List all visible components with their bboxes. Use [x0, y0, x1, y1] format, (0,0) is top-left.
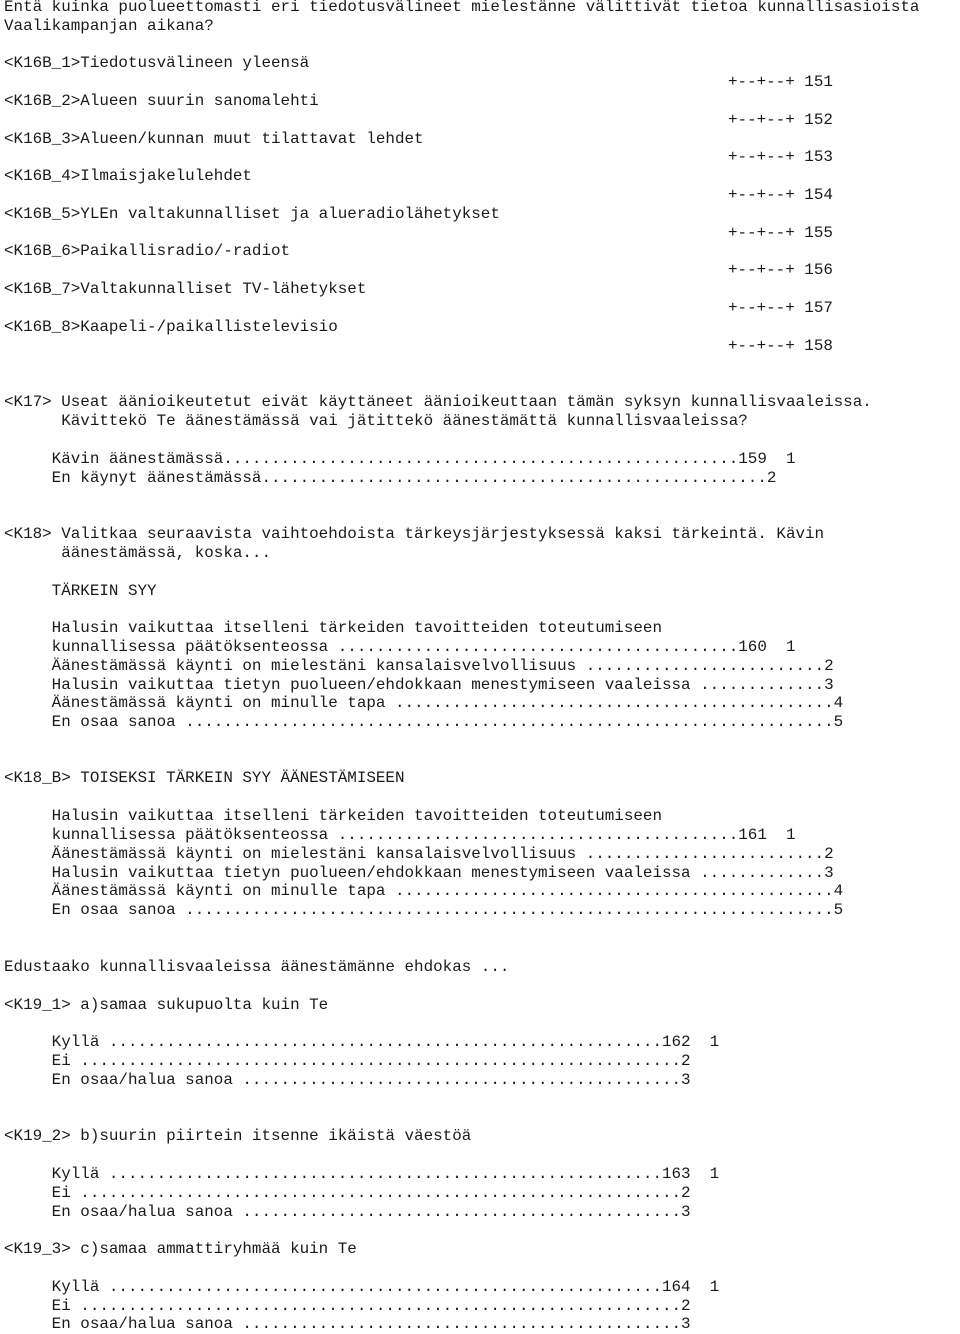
k16b-3-label: <K16B_3>Alueen/kunnan muut tilattavat lehdet	[4, 130, 424, 148]
k17-option-voted[interactable]: Kävin äänestämässä......................................................159 1	[4, 450, 796, 468]
k18b-option-3[interactable]: Halusin vaikuttaa tietyn puolueen/ehdokkaan menestymiseen vaaleissa .............3	[4, 864, 834, 882]
k18-heading: TÄRKEIN SYY	[4, 582, 157, 600]
k18-option-2[interactable]: Äänestämässä käynti on mielestäni kansalaisvelvollisuus .........................2	[4, 657, 834, 675]
k16b-7-grid[interactable]: +--+--+ 157	[728, 299, 833, 317]
k16b-5-label: <K16B_5>YLEn valtakunnalliset ja alueradiolähetykset	[4, 205, 500, 223]
k18b-option-4[interactable]: Äänestämässä käynti on minulle tapa ..............................................4	[4, 882, 844, 900]
k16b-7-label: <K16B_7>Valtakunnalliset TV-lähetykset	[4, 280, 367, 298]
k19-3-option-yes[interactable]: Kyllä ..........................................................164 1	[4, 1278, 720, 1296]
k19-3-option-dont-know[interactable]: En osaa/halua sanoa ..............................................3	[4, 1315, 691, 1333]
k18-option-5[interactable]: En osaa sanoa ....................................................................5	[4, 713, 844, 731]
k18-question-line-2: äänestämässä, koska...	[4, 544, 272, 562]
k18b-option-2[interactable]: Äänestämässä käynti on mielestäni kansalaisvelvollisuus .........................2	[4, 845, 834, 863]
k19-2-option-yes[interactable]: Kyllä ..........................................................163 1	[4, 1165, 720, 1183]
k17-question-line-1: <K17> Useat äänioikeutetut eivät käyttäneet äänioikeuttaan tämän syksyn kunnallisvaaleissa.	[4, 393, 872, 411]
k17-question-line-2: Kävittekö Te äänestämässä vai jätittekö äänestämättä kunnallisvaaleissa?	[4, 412, 748, 430]
k16b-8-grid[interactable]: +--+--+ 158	[728, 337, 833, 355]
k18b-option-5[interactable]: En osaa sanoa ....................................................................5	[4, 901, 844, 919]
k19-1-label: <K19_1> a)samaa sukupuolta kuin Te	[4, 996, 329, 1014]
k16b-1-grid[interactable]: +--+--+ 151	[728, 73, 833, 91]
k19-2-label: <K19_2> b)suurin piirtein itsenne ikäistä väestöä	[4, 1127, 472, 1145]
k18-option-3[interactable]: Halusin vaikuttaa tietyn puolueen/ehdokkaan menestymiseen vaaleissa .............3	[4, 676, 834, 694]
k16b-6-grid[interactable]: +--+--+ 156	[728, 261, 833, 279]
intro-line-2: Vaalikampanjan aikana?	[4, 17, 214, 35]
k19-1-option-dont-know[interactable]: En osaa/halua sanoa ..............................................3	[4, 1071, 691, 1089]
k19-2-option-no[interactable]: Ei ...............................................................2	[4, 1184, 691, 1202]
k18-option-1b[interactable]: kunnallisessa päätöksenteossa ..........................................160 1	[4, 638, 796, 656]
k19-intro: Edustaako kunnallisvaaleissa äänestämänne ehdokas ...	[4, 958, 510, 976]
k17-option-not-voted[interactable]: En käynyt äänestämässä.....................................................2	[4, 469, 777, 487]
k16b-4-grid[interactable]: +--+--+ 154	[728, 186, 833, 204]
k18-question-line-1: <K18> Valitkaa seuraavista vaihtoehdoista tärkeysjärjestyksessä kaksi tärkeintä. Kävin	[4, 525, 825, 543]
k19-3-label: <K19_3> c)samaa ammattiryhmää kuin Te	[4, 1240, 357, 1258]
k16b-1-label: <K16B_1>Tiedotusvälineen yleensä	[4, 54, 310, 72]
k18b-option-1b[interactable]: kunnallisessa päätöksenteossa ..........................................161 1	[4, 826, 796, 844]
k18b-heading: <K18_B> TOISEKSI TÄRKEIN SYY ÄÄNESTÄMISEEN	[4, 769, 405, 787]
k18-option-4[interactable]: Äänestämässä käynti on minulle tapa ..............................................4	[4, 694, 844, 712]
k16b-4-label: <K16B_4>Ilmaisjakelulehdet	[4, 167, 252, 185]
k16b-6-label: <K16B_6>Paikallisradio/-radiot	[4, 242, 291, 260]
k19-2-option-dont-know[interactable]: En osaa/halua sanoa ..............................................3	[4, 1203, 691, 1221]
k18b-option-1a[interactable]: Halusin vaikuttaa itselleni tärkeiden tavoitteiden toteutumiseen	[4, 807, 662, 825]
k19-1-option-no[interactable]: Ei ...............................................................2	[4, 1052, 691, 1070]
k19-3-option-no[interactable]: Ei ...............................................................2	[4, 1297, 691, 1315]
k18-option-1a[interactable]: Halusin vaikuttaa itselleni tärkeiden tavoitteiden toteutumiseen	[4, 619, 662, 637]
k16b-8-label: <K16B_8>Kaapeli-/paikallistelevisio	[4, 318, 338, 336]
k16b-5-grid[interactable]: +--+--+ 155	[728, 224, 833, 242]
k16b-3-grid[interactable]: +--+--+ 153	[728, 148, 833, 166]
k16b-2-grid[interactable]: +--+--+ 152	[728, 111, 833, 129]
k16b-2-label: <K16B_2>Alueen suurin sanomalehti	[4, 92, 319, 110]
intro-line-1: Entä kuinka puolueettomasti eri tiedotusvälineet mielestänne välittivät tietoa kunnallisasioista	[4, 0, 920, 16]
k19-1-option-yes[interactable]: Kyllä ..........................................................162 1	[4, 1033, 720, 1051]
